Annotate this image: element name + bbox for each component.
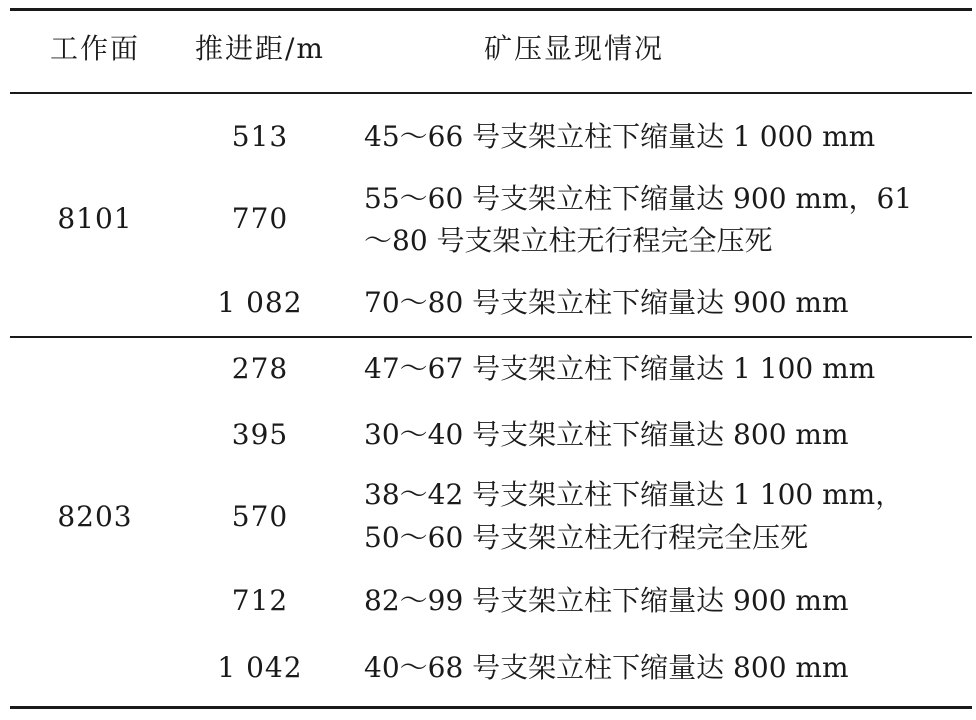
face-cell: 8101 <box>57 202 133 235</box>
header-rule <box>10 92 972 94</box>
header-description: 矿压显现情况 <box>483 32 664 65</box>
face-cell: 8203 <box>57 500 133 533</box>
description-cell: 55～60 号支架立柱下缩量达 900 mm，61 <box>364 182 913 215</box>
header-face: 工作面 <box>49 32 140 65</box>
description-cell: 38～42 号支架立柱下缩量达 1 100 mm， <box>364 478 904 511</box>
distance-cell: 570 <box>231 500 289 533</box>
description-cell: 45～66 号支架立柱下缩量达 1 000 mm <box>364 120 876 153</box>
distance-cell: 1 042 <box>217 651 303 684</box>
description-cell: 82～99 号支架立柱下缩量达 900 mm <box>364 584 849 617</box>
table-bottom-rule <box>10 706 972 709</box>
description-cell-continued: ～80 号支架立柱无行程完全压死 <box>364 224 773 257</box>
description-cell-continued: 50～60 号支架立柱无行程完全压死 <box>364 521 809 554</box>
description-cell: 70～80 号支架立柱下缩量达 900 mm <box>364 286 849 319</box>
description-cell: 40～68 号支架立柱下缩量达 800 mm <box>364 651 849 684</box>
distance-cell: 712 <box>231 584 289 617</box>
table-top-rule <box>10 8 972 11</box>
description-cell: 30～40 号支架立柱下缩量达 800 mm <box>364 418 849 451</box>
header-distance: 推进距/m <box>195 32 325 65</box>
group-separator-rule <box>10 336 972 338</box>
distance-cell: 770 <box>231 202 289 235</box>
distance-cell: 278 <box>231 352 289 385</box>
description-cell: 47～67 号支架立柱下缩量达 1 100 mm <box>364 352 876 385</box>
distance-cell: 395 <box>231 418 289 451</box>
distance-cell: 513 <box>231 120 289 153</box>
distance-cell: 1 082 <box>217 286 303 319</box>
